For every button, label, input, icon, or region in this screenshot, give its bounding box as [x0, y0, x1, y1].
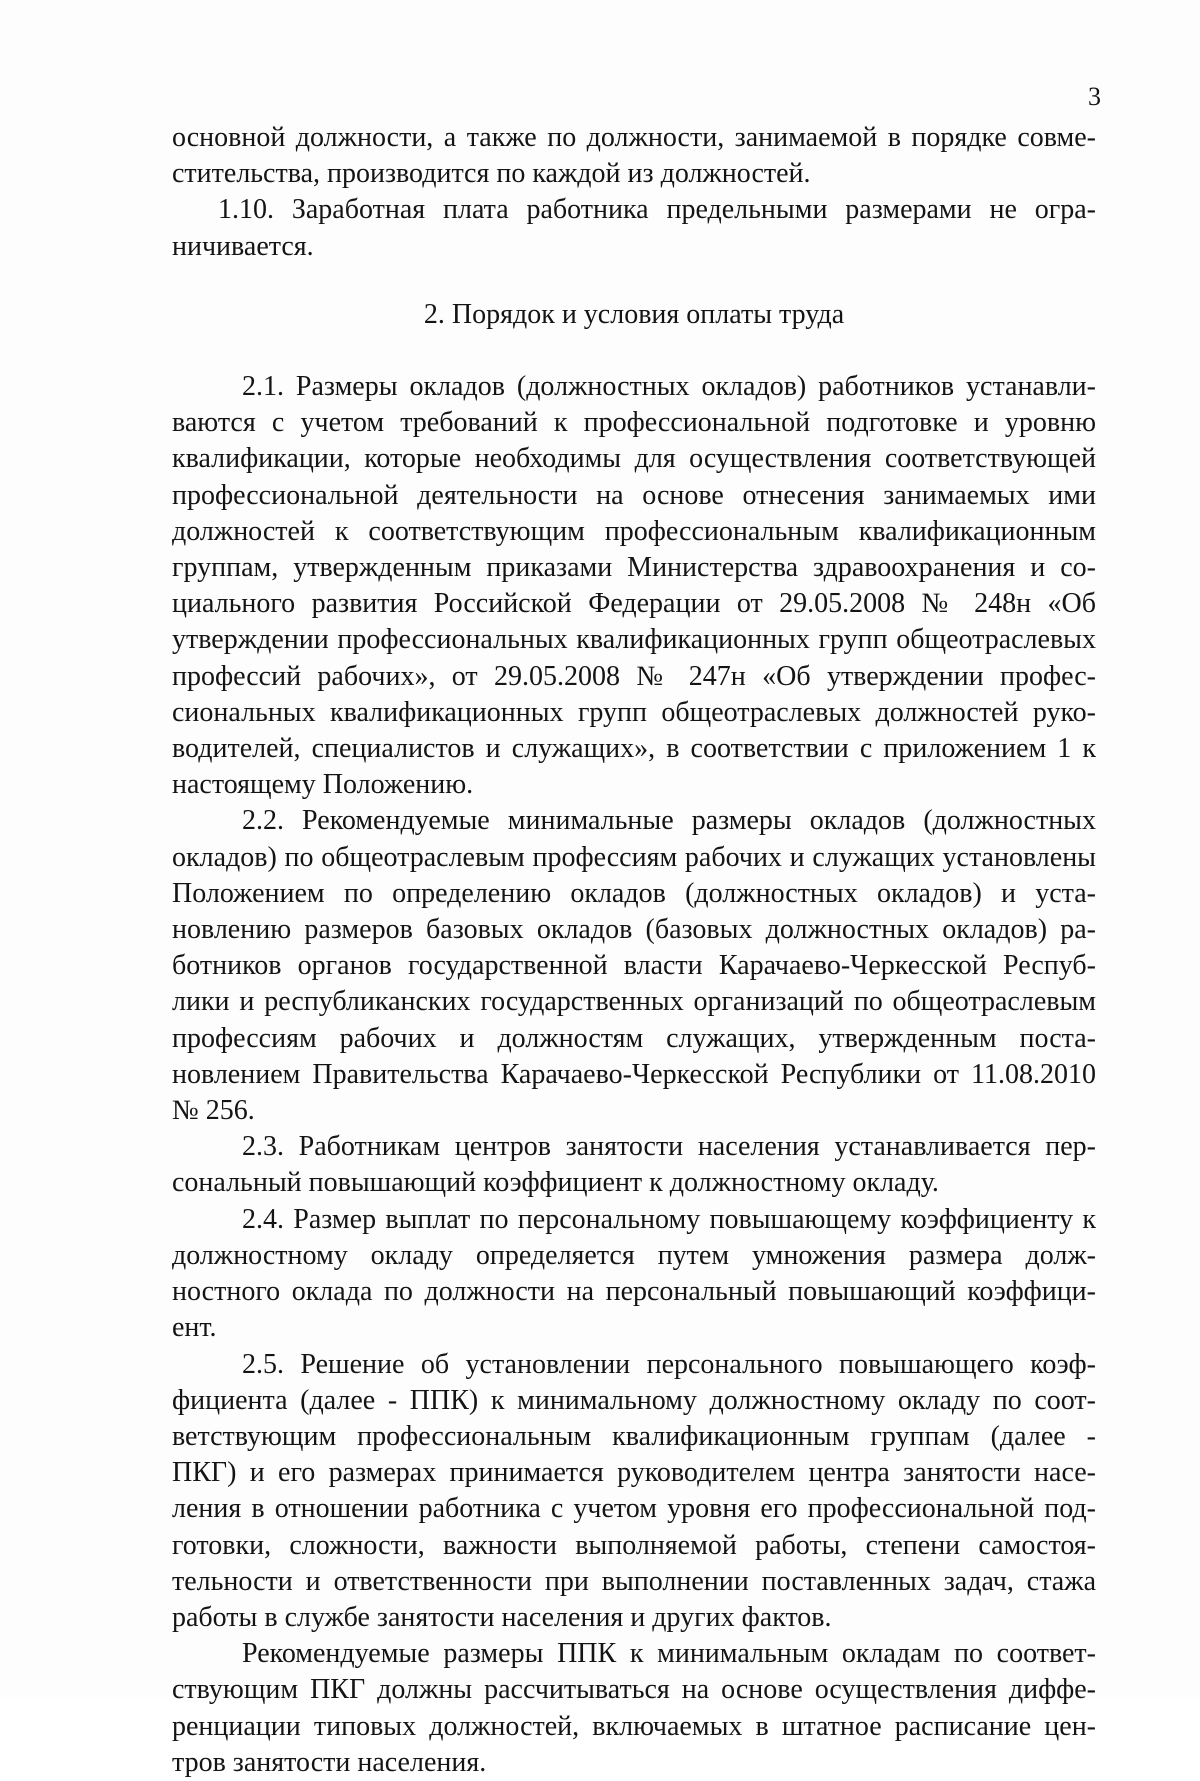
paragraph-2-5: 2.5. Решение об установлении персонального повышающего коэффициента (далее - ППК) к минимальному должностному окладу по соответствующим профессиональным квалификационным группам (далее - ПКГ) и его размерах принимается руководителем центра занятости населения в отношении работника с учетом уровня его профессиональной подготовки, сложности, важности выполняемой работы, степени самостоятельности и ответственности при выполнении поставленных задач, стажа работы в службе занятости населения и других фактов. — [172, 1348, 1096, 1633]
paragraph-2-4: 2.4. Размер выплат по персональному повышающему коэффициенту к должностному окладу определяется путем умножения размера должностного оклада по должности на персональный повышающий коэффициент. — [172, 1203, 1096, 1344]
page-number: 3 — [1088, 82, 1101, 111]
paragraph-2-2: 2.2. Рекомендуемые минимальные размеры окладов (должностных окладов) по общеотраслевым профессиям рабочих и служащих установлены Положением по определению окладов (должностных окладов) и установлению размеров базовых окладов (базовых должностных окладов) работников органов государственной власти Карачаево-Черкесской Республики и республиканских государственных организаций по общеотраслевым профессиям рабочих и должностям служащих, утвержденным постановлением Правительства Карачаево-Черкесской Республики от 11.08.2010 № 256. — [172, 805, 1096, 1127]
paragraph-1-10: 1.10. Заработная плата работника предельными размерами не ограничивается. — [172, 194, 1096, 262]
document-body — [172, 120, 1096, 1781]
paragraph-2-1: 2.1. Размеры окладов (должностных окладов) работников устанавливаются с учетом требований к профессиональной подготовке и уровню квалификации, которые необходимы для осуществления соответствующей профессиональной деятельности на основе отнесения занимаемых ими должностей к соответствующим профессиональным квалификационным группам, утвержденным приказами Министерства здравоохранения и социального развития Российской Федерации от 29.05.2008 № 248н «Об утверждении профессиональных квалификационных групп общеотраслевых профессий рабочих», от 29.05.2008 № 247н «Об утверждении профессиональных квалификационных групп общеотраслевых должностей руководителей, специалистов и служащих», в соответствии с приложением 1 к настоящему Положению. — [172, 371, 1096, 801]
section-heading-2: 2. Порядок и условия оплаты труда — [423, 298, 845, 330]
paragraph-2-3: 2.3. Работникам центров занятости населения устанавливается персональный повышающий коэффициент к должностному окладу. — [172, 1131, 1096, 1199]
paragraph-recommended: Рекомендуемые размеры ППК к минимальным окладам по соответствующим ПКГ должны рассчитываться на основе осуществления дифференциации типовых должностей, включаемых в штатное расписание центров занятости населения. — [172, 1638, 1096, 1778]
paragraph-continuation: основной должности, а также по должности, занимаемой в порядке совместительства, производится по каждой из должностей. — [172, 122, 1096, 190]
